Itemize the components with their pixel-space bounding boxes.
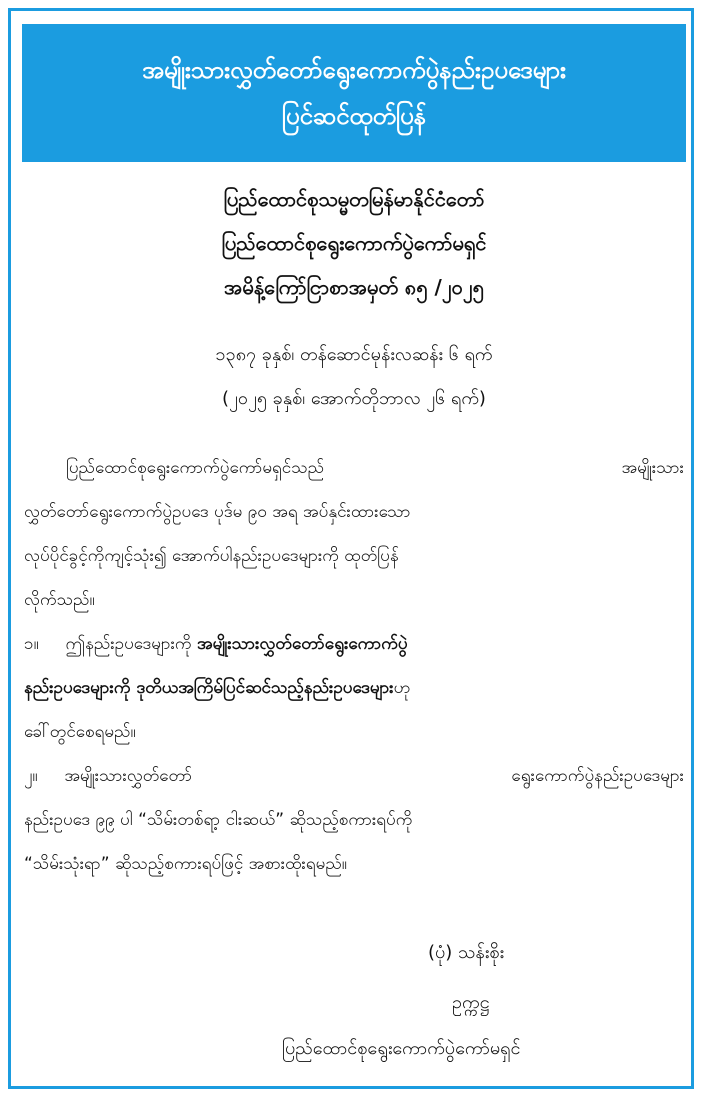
myanmar-date: ၁၃၈၇ ခုနှစ်၊ တန်ဆောင်မုန်းလဆန်း ၆ ရက် bbox=[215, 344, 493, 365]
section-2 bbox=[24, 754, 684, 886]
commission-heading: ပြည်ထောင်စုရွေးကောက်ပွဲကော်မရှင် bbox=[221, 231, 487, 255]
intro-text: လိုက်သည်။ bbox=[24, 590, 95, 610]
gregorian-date: (၂၀၂၅ ခုနှစ်၊ အောက်တိုဘာလ ၂၆ ရက်) bbox=[222, 388, 486, 409]
section-text: ခေါ်တွင်စေရမည်။ bbox=[24, 722, 136, 742]
section-text: “သိမ်းသုံးရာ” ဆိုသည့်စကားရပ်ဖြင့် အစားထိုးရမည်။ bbox=[24, 854, 347, 874]
intro-paragraph bbox=[24, 446, 684, 622]
section-number: ၂။ bbox=[24, 766, 38, 786]
intro-text: အမျိုးသား bbox=[621, 458, 684, 478]
title-banner bbox=[22, 24, 686, 162]
section-1 bbox=[24, 622, 684, 754]
section-text: နည်းဥပဒေ ၉၉ ပါ “သိမ်းတစ်ရာ့ ငါးဆယ်” ဆိုသည့်စကားရပ်ကို bbox=[24, 810, 413, 830]
country-heading: ပြည်ထောင်စုသမ္မတမြန်မာနိုင်ငံတော် bbox=[223, 187, 485, 211]
intro-text: လုပ်ပိုင်ခွင့်ကိုကျင့်သုံး၍ အောက်ပါနည်းဥပဒေများကို ထုတ်ပြန် bbox=[24, 546, 399, 566]
section-text: ဤနည်းဥပဒေများကို bbox=[65, 634, 192, 654]
signer-organization: ပြည်ထောင်စုရွေးကောက်ပွဲကော်မရှင် bbox=[282, 1038, 521, 1059]
section-text: ဟု bbox=[393, 678, 411, 698]
signed-by: (ပုံ) သန်းစိုး bbox=[428, 942, 505, 963]
regulation-name: နည်းဥပဒေများကို ဒုတိယအကြိမ်ပြင်ဆင်သည့်နည်းဥပဒေများ bbox=[24, 678, 394, 698]
intro-text: ပြည်ထောင်စုရွေးကောက်ပွဲကော်မရှင်သည် bbox=[66, 458, 325, 478]
notification-number: အမိန့်ကြော်ငြာစာအမှတ် ၈၅ /၂၀၂၅ bbox=[224, 275, 484, 299]
section-number: ၁။ bbox=[24, 634, 39, 654]
banner-title-line2: ပြင်ဆင်ထုတ်ပြန် bbox=[281, 102, 427, 130]
section-text: အမျိုးသားလွှတ်တော် bbox=[64, 766, 193, 786]
section-text: ရွေးကောက်ပွဲနည်းဥပဒေများ bbox=[511, 766, 684, 786]
regulation-name: အမျိုးသားလွှတ်တော်ရွေးကောက်ပွဲ bbox=[196, 634, 408, 654]
intro-text: လွှတ်တော်ရွေးကောက်ပွဲဥပဒေ ပုဒ်မ ၉၀ အရ အပ်နှင်းထားသော bbox=[24, 502, 411, 522]
signer-title: ဥက္ကဋ္ဌ bbox=[452, 992, 490, 1013]
banner-title-line1: အမျိုးသားလွှတ်တော်ရွေးကောက်ပွဲနည်းဥပဒေများ bbox=[141, 56, 567, 84]
